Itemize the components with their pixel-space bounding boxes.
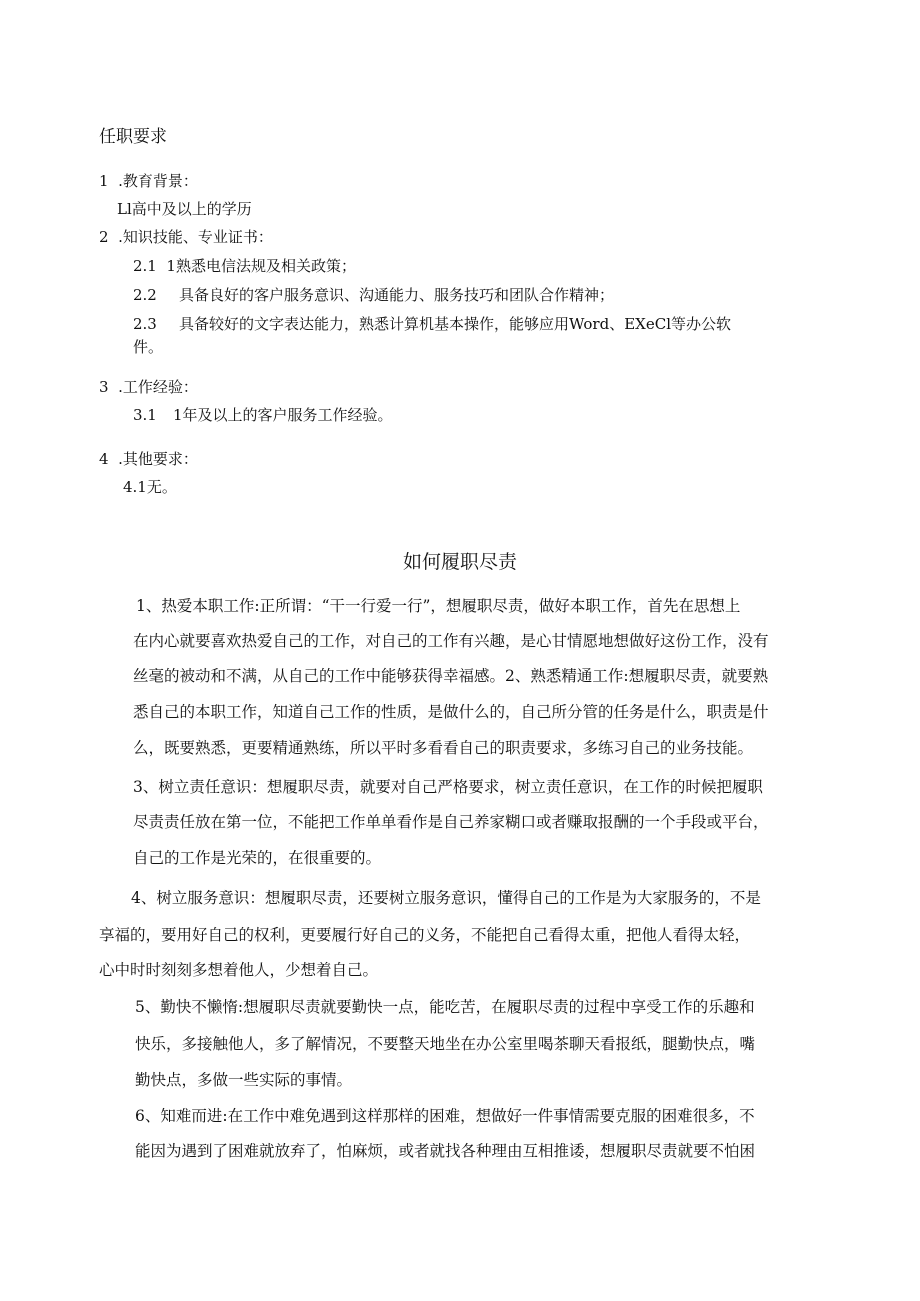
paragraph-line: 3、树立责任意识：想履职尽责，就要对自己严格要求，树立责任意识，在工作的时候把履职 (133, 778, 763, 796)
section-3-heading (99, 377, 198, 397)
item-text: 具备较好的文字表达能力，熟悉计算机基本操作，能够应用Word、EXeCl等办公软 (179, 315, 731, 333)
requirements-title: 任职要求 (99, 127, 167, 147)
section-1-item-1: Ll高中及以上的学历 (117, 200, 252, 218)
item-number: 2.1 (133, 257, 157, 275)
section-heading-text: .教育背景： (118, 172, 198, 190)
section-4-item-1: 4.1无。 (123, 478, 177, 496)
paragraph-line: 享福的，要用好自己的权利，更要履行好自己的义务，不能把自己看得太重，把他人看得太轻， (99, 926, 751, 944)
section-heading-text: .知识技能、专业证书： (118, 228, 273, 246)
item-text: 1熟悉电信法规及相关政策； (166, 257, 356, 275)
paragraph-line: 6、知难而进:在工作中难免遇到这样那样的困难，想做好一件事情需要克服的困难很多，不 (135, 1107, 755, 1125)
section-3-item-1 (133, 405, 393, 425)
section-2-item-1 (133, 256, 356, 276)
paragraph-line: 能因为遇到了困难就放弃了，怕麻烦，或者就找各种理由互相推诿，想履职尽责就要不怕困 (135, 1142, 756, 1160)
item-number: 2.2 (133, 286, 157, 304)
paragraph-line: 丝毫的被动和不满，从自己的工作中能够获得幸福感。2、熟悉精通工作:想履职尽责，就要熟 (133, 667, 769, 685)
section-number: 3 (99, 378, 109, 396)
section-2-item-3-continuation: 件。 (133, 338, 164, 356)
item-text: 具备良好的客户服务意识、沟通能力、服务技巧和团队合作精神； (179, 286, 615, 304)
paragraph-line: 快乐，多接触他人，多了解情况，不要整天地坐在办公室里喝茶聊天看报纸，腿勤快点，嘴 (135, 1035, 756, 1053)
item-number: 3.1 (133, 406, 157, 424)
paragraph-line: 在内心就要喜欢热爱自己的工作，对自己的工作有兴趣，是心甘情愿地想做好这份工作，没有 (133, 632, 769, 650)
paragraph-line: 4、树立服务意识：想履职尽责，还要树立服务意识，懂得自己的工作是为大家服务的，不是 (131, 889, 761, 907)
section-2-item-2 (133, 285, 614, 305)
paragraph-line: 5、勤快不懒惰:想履职尽责就要勤快一点，能吃苦，在履职尽责的过程中享受工作的乐趣和 (135, 998, 755, 1016)
item-text: 1年及以上的客户服务工作经验。 (173, 406, 393, 424)
section-number: 4 (99, 450, 109, 468)
section-2-heading (99, 227, 273, 247)
item-number: 2.3 (133, 315, 157, 333)
paragraph-line: 悉自己的本职工作，知道自己工作的性质，是做什么的，自己所分管的任务是什么，职责是什 (133, 703, 769, 721)
paragraph-line: 勤快点，多做一些实际的事情。 (135, 1071, 353, 1089)
section-2-item-3 (133, 314, 731, 334)
paragraph-line: 1、热爱本职工作:正所谓：“干一行爱一行”，想履职尽责，做好本职工作，首先在思想上 (136, 597, 741, 615)
duty-title: 如何履职尽责 (402, 551, 517, 573)
section-1-heading (99, 171, 198, 191)
section-number: 1 (99, 172, 109, 190)
paragraph-line: 心中时时刻刻多想着他人，少想着自己。 (99, 961, 379, 979)
paragraph-line: 自己的工作是光荣的，在很重要的。 (133, 849, 382, 867)
section-number: 2 (99, 228, 109, 246)
paragraph-line: 尽责责任放在第一位，不能把工作单单看作是自己养家糊口或者赚取报酬的一个手段或平台， (133, 813, 769, 831)
section-4-heading (99, 449, 198, 469)
section-heading-text: .工作经验： (118, 378, 198, 396)
paragraph-line: 么，既要熟悉，更要精通熟练，所以平时多看看自己的职责要求，多练习自己的业务技能。 (133, 739, 754, 757)
section-heading-text: .其他要求： (118, 450, 198, 468)
